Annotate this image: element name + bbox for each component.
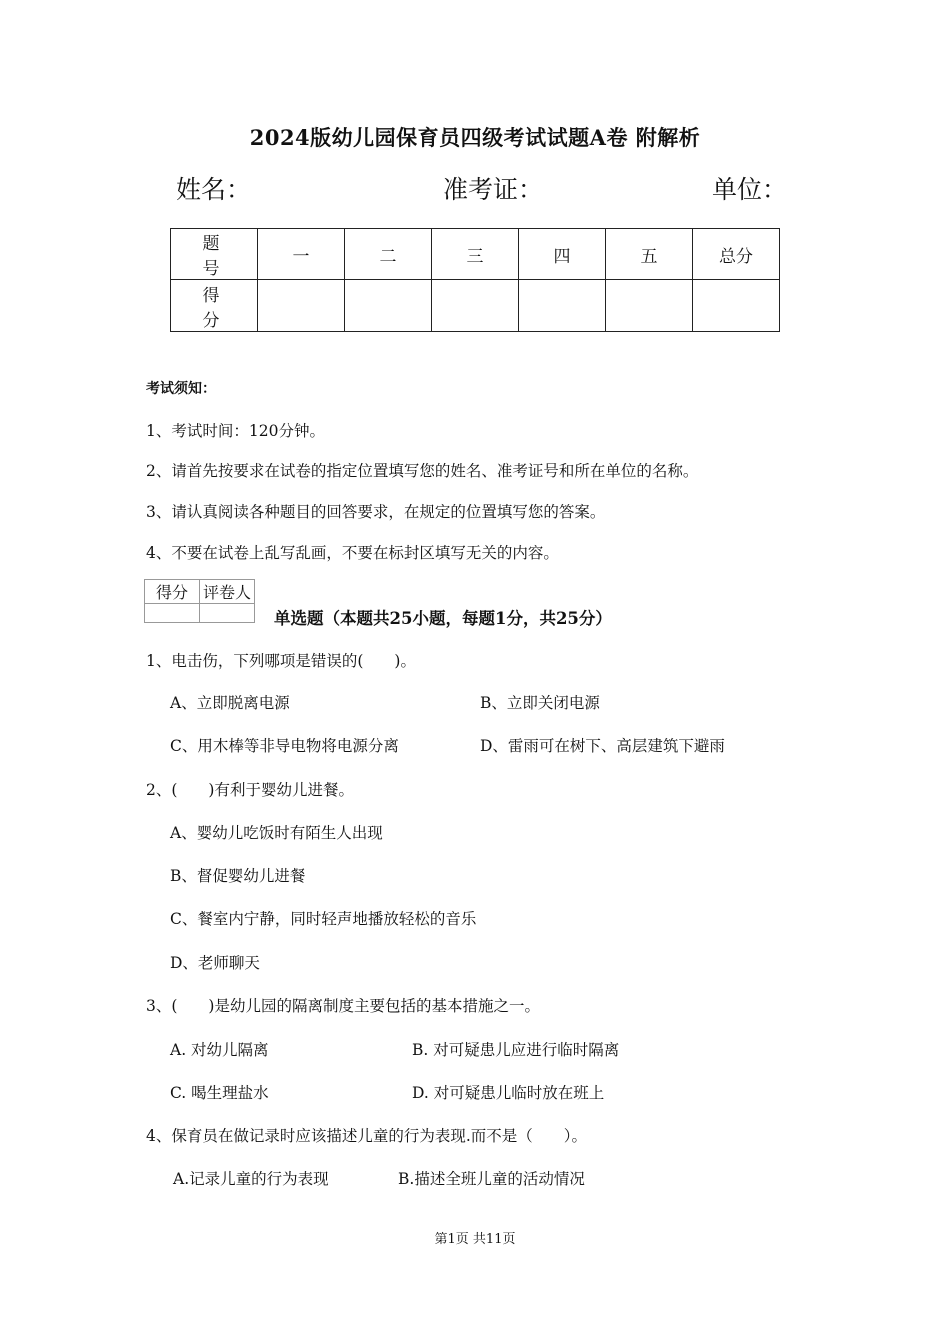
grader-box-score-cell — [145, 604, 200, 623]
header-cell: 五 — [606, 229, 693, 280]
header-cell: 四 — [519, 229, 606, 280]
question-option: D、雷雨可在树下、高层建筑下避雨 — [480, 737, 725, 755]
notice-heading: 考试须知： — [146, 381, 216, 397]
score-cell — [606, 280, 693, 332]
question-option: A、立即脱离电源 — [170, 694, 290, 712]
unit-field-label: 单位： — [712, 175, 788, 204]
score-cell — [258, 280, 345, 332]
question-option: A. 对幼儿隔离 — [170, 1041, 269, 1059]
question-option: C、餐室内宁静，同时轻声地播放轻松的音乐 — [170, 910, 477, 928]
question-option: A.记录儿童的行为表现 — [173, 1170, 329, 1188]
header-cell: 总分 — [693, 229, 780, 280]
question-stem: 4、保育员在做记录时应该描述儿童的行为表现.而不是（ ）。 — [146, 1127, 588, 1145]
question-option: B. 对可疑患儿应进行临时隔离 — [412, 1041, 620, 1059]
header-cell: 三 — [432, 229, 519, 280]
notice-item: 4、不要在试卷上乱写乱画，不要在标封区填写无关的内容。 — [146, 544, 559, 562]
header-cell: 一 — [258, 229, 345, 280]
question-option: B.描述全班儿童的活动情况 — [398, 1170, 585, 1188]
score-cell — [432, 280, 519, 332]
section-title: 单选题（本题共25小题，每题1分，共25分） — [274, 609, 612, 628]
page-footer: 第1页 共11页 — [434, 1232, 516, 1247]
question-option: D、老师聊天 — [170, 954, 260, 972]
question-option: D. 对可疑患儿临时放在班上 — [412, 1084, 605, 1102]
question-stem: 3、( )是幼儿园的隔离制度主要包括的基本措施之一。 — [146, 997, 540, 1015]
question-option: C. 喝生理盐水 — [170, 1084, 269, 1102]
name-field-label: 姓名： — [176, 175, 252, 204]
notice-item: 2、请首先按要求在试卷的指定位置填写您的姓名、准考证号和所在单位的名称。 — [146, 462, 699, 480]
question-option: A、婴幼儿吃饭时有陌生人出现 — [170, 824, 383, 842]
question-option: B、立即关闭电源 — [480, 694, 600, 712]
grader-box-score-label: 得分 — [145, 580, 200, 604]
score-cell — [693, 280, 780, 332]
grader-box-grader-label: 评卷人 — [200, 580, 255, 604]
score-cell — [519, 280, 606, 332]
exam-number-field-label: 准考证： — [443, 175, 544, 204]
grader-box — [144, 579, 255, 623]
grader-box-grader-cell — [200, 604, 255, 623]
question-option: B、督促婴幼儿进餐 — [170, 867, 306, 885]
page-title: 2024版幼儿园保育员四级考试试题A卷 附解析 — [249, 125, 701, 150]
score-cell — [345, 280, 432, 332]
notice-item: 3、请认真阅读各种题目的回答要求，在规定的位置填写您的答案。 — [146, 503, 606, 521]
question-stem: 1、电击伤，下列哪项是错误的( )。 — [146, 652, 416, 670]
score-table-header-row — [171, 229, 780, 280]
score-row-label: 得 分 — [171, 280, 258, 332]
question-option: C、用木棒等非导电物将电源分离 — [170, 737, 399, 755]
question-stem: 2、( )有利于婴幼儿进餐。 — [146, 781, 354, 799]
header-cell: 题 号 — [171, 229, 258, 280]
notice-item: 1、考试时间：120分钟。 — [146, 422, 325, 440]
score-table — [170, 228, 780, 332]
score-table-score-row — [171, 280, 780, 332]
header-cell: 二 — [345, 229, 432, 280]
